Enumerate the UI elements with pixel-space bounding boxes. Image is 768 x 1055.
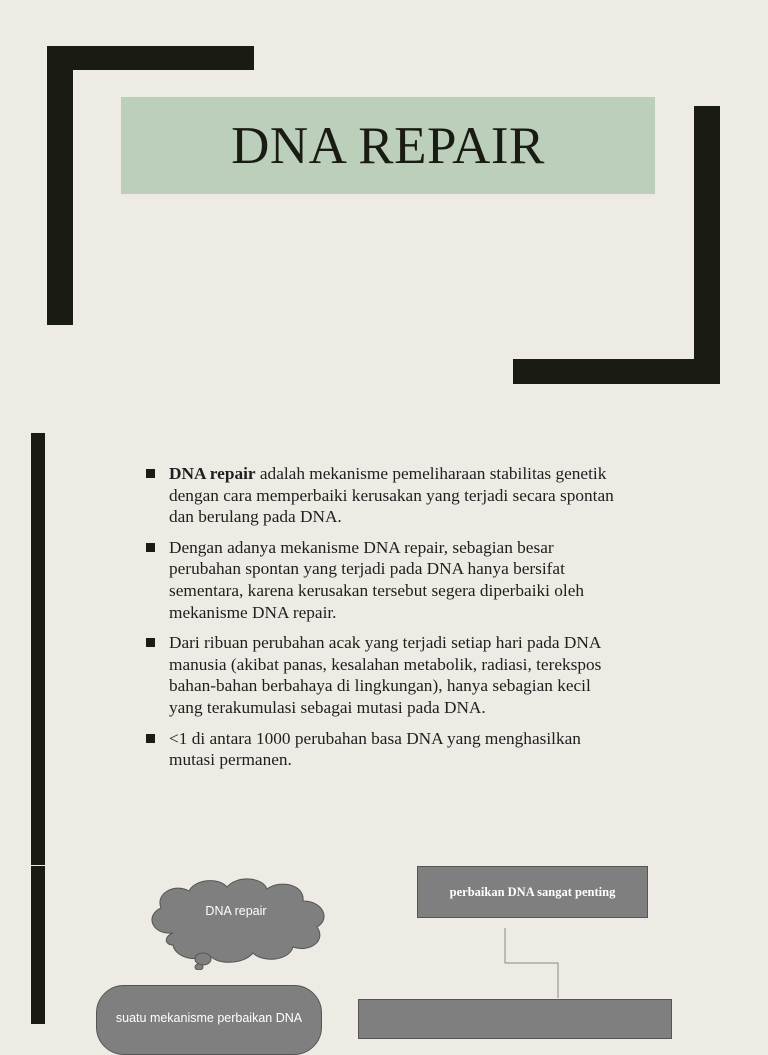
bracket-top-left-horizontal: [47, 46, 254, 70]
bullet-item: [146, 537, 616, 623]
bullet-text: Dari ribuan perubahan acak yang terjadi setiap hari pada DNA manusia (akibat panas, kesalahan metabolik, radiasi, terekspos bahan-bahan berbahaya di lingkungan), hanya sebagian kecil yang terakumulasi sebagai mutasi pada DNA.: [169, 633, 602, 717]
bottom-box: [358, 999, 672, 1039]
bracket-bottom-right-vertical: [694, 106, 720, 384]
slide2-accent-bar: [31, 433, 45, 865]
title-box: [121, 97, 655, 194]
bullet-text: <1 di antara 1000 perubahan basa DNA yang menghasilkan mutasi permanen.: [169, 728, 581, 770]
slide3-accent-bar: [31, 866, 45, 1024]
important-box-label: perbaikan DNA sangat penting: [449, 884, 616, 899]
important-box: [417, 866, 648, 918]
cloud-shape: [143, 875, 329, 970]
slide-title: DNA REPAIR: [231, 116, 545, 175]
rounded-box-label: suatu mekanisme perbaikan DNA: [115, 1011, 303, 1025]
bracket-bottom-right-horizontal: [513, 359, 720, 384]
bullet-item: [146, 463, 616, 528]
bracket-top-left-vertical: [47, 46, 73, 325]
bullet-item: [146, 632, 616, 718]
elbow-connector: [503, 928, 563, 998]
square-bullet-icon: [146, 543, 155, 552]
bullet-text: Dengan adanya mekanisme DNA repair, sebagian besar perubahan spontan yang terjadi pada DNA hanya bersifat sementara, karena kerusakan tersebut segera diperbaiki oleh mekanisme DNA repair.: [169, 537, 585, 622]
bullet-list: [146, 463, 616, 780]
cloud-label: DNA repair: [205, 904, 267, 918]
bullet-bold-term: DNA repair: [169, 464, 256, 483]
square-bullet-icon: [146, 734, 155, 743]
bullet-item: [146, 728, 616, 771]
bullet-text: adalah mekanisme pemeliharaan stabilitas genetik dengan cara memperbaiki kerusakan yang terjadi secara spontan dan berulang pada DNA.: [169, 464, 614, 527]
square-bullet-icon: [146, 469, 155, 478]
square-bullet-icon: [146, 638, 155, 647]
